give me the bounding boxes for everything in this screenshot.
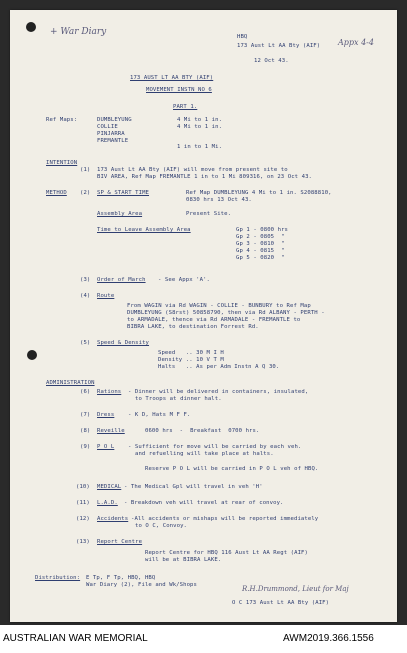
document-page	[10, 10, 397, 622]
dress-label: Dress	[97, 412, 115, 418]
order-of-march-label: Order of March	[97, 277, 146, 283]
punch-hole	[27, 350, 37, 360]
medical-text: - The Medical Gpl will travel in veh 'H'	[124, 484, 263, 490]
group-time: Gp 1 - 0800 hrs	[236, 227, 289, 233]
handwritten-note: + War Diary	[50, 27, 107, 37]
title-line1: 173 AUST LT AA BTY (AIF)	[130, 75, 214, 81]
dress-text: - K D, Hats M F F.	[128, 412, 191, 418]
group-time: Gp 2 - 0805 "	[236, 234, 285, 240]
route-text: BIBRA LAKE, to destination Forrest Rd.	[127, 324, 259, 330]
map-scale: 1 in to 1 Mi.	[177, 144, 223, 150]
speed-row: Halts .. As per Adm Instn A Q 30.	[158, 364, 280, 370]
accidents-label: Accidents	[97, 516, 129, 522]
unit-code: HBQ	[237, 34, 248, 40]
report-centre-text: will be at BIBRA LAKE.	[145, 557, 222, 563]
speed-row: Speed .. 30 M I H	[158, 350, 224, 356]
handwritten-ref: Appx 4-4	[338, 38, 374, 47]
report-centre-label: Report Centre	[97, 539, 143, 545]
item-number: (6)	[80, 389, 91, 395]
route-text: From WAGIN via Rd WAGIN - COLLIE - BUNBURY to Ref Map	[127, 303, 311, 309]
sp-start-text: 0830 hrs 13 Oct 43.	[186, 197, 252, 203]
item-number: (10)	[76, 484, 90, 490]
reveille-text: 0600 hrs - Breakfast 0700 hrs.	[145, 428, 260, 434]
item-number: (11)	[76, 500, 90, 506]
lad-text: - Breakdown veh will travel at rear of convoy.	[124, 500, 284, 506]
map-name: PINJARRA	[97, 131, 125, 137]
item-number: (1)	[80, 167, 91, 173]
item-number: (9)	[80, 444, 91, 450]
sp-start-text: Ref Map DUMBLEYUNG 4 Mi to 1 in. S2088810,	[186, 190, 332, 196]
ref-maps-label: Ref Maps:	[46, 117, 78, 123]
title-line2: MOVEMENT INSTN NO 6	[146, 87, 212, 93]
medical-label: MEDICAL	[97, 484, 122, 490]
method-heading: METHOD	[46, 190, 67, 196]
item-number: (3)	[80, 277, 91, 283]
item-number: (7)	[80, 412, 91, 418]
accidents-text: -All accidents or mishaps will be reported immediately	[131, 516, 319, 522]
route-label: Route	[97, 293, 115, 299]
rations-label: Rations	[97, 389, 122, 395]
map-scale: 4 Mi to 1 in.	[177, 117, 223, 123]
intention-text: BIV AREA, Ref Map FREMANTLE 1 in to 1 Mi 809316, on 23 Oct 43.	[97, 174, 312, 180]
route-text: DUMBLEYUNG (S8rst) 50858790, then via Rd ALBANY - PERTH -	[127, 310, 325, 316]
footer-source: AUSTRALIAN WAR MEMORIAL	[3, 633, 148, 644]
item-number: (8)	[80, 428, 91, 434]
distribution-label: Distribution:	[35, 575, 81, 581]
administration-heading: ADMINISTRATION	[46, 380, 95, 386]
order-of-march-text: - See Appx 'A'.	[158, 277, 211, 283]
pol-text: and refuelling will take place at halts.	[135, 451, 274, 457]
item-number: (12)	[76, 516, 90, 522]
intention-text: 173 Aust Lt AA Bty (AIF) will move from present site to	[97, 167, 288, 173]
speed-row: Density .. 10 V T M	[158, 357, 224, 363]
group-time: Gp 4 - 0815 "	[236, 248, 285, 254]
reveille-label: Reveille	[97, 428, 125, 434]
item-number: (4)	[80, 293, 91, 299]
group-time: Gp 3 - 0810 "	[236, 241, 285, 247]
lad-label: L.A.D.	[97, 500, 118, 506]
route-text: to ARMADALE, thence via Rd ARMADALE - FREMANTLE to	[127, 317, 301, 323]
signature-title: O C 173 Aust Lt AA Bty (AIF)	[232, 600, 330, 606]
punch-hole	[26, 22, 36, 32]
assembly-label: Assembly Area	[97, 211, 143, 217]
document-date: 12 Oct 43.	[254, 58, 289, 64]
footer-bar	[0, 625, 407, 653]
unit-name: 173 Aust Lt AA Bty (AIF)	[237, 43, 321, 49]
speed-label: Speed & Density	[97, 340, 150, 346]
signature: R.H.Drummond, Lieut for Maj	[242, 585, 349, 593]
pol-text: - Sufficient for move will be carried by each veh.	[128, 444, 302, 450]
distribution-text: E Tp, F Tp, HBQ, HBQ	[86, 575, 156, 581]
distribution-text: War Diary (2), File and Wk/Shops	[86, 582, 197, 588]
map-scale: 4 Mi to 1 in.	[177, 124, 223, 130]
pol-label: P O L	[97, 444, 115, 450]
part-heading: PART 1.	[173, 104, 198, 110]
map-name: FREMANTLE	[97, 138, 129, 144]
footer-accession: AWM2019.366.1556	[283, 633, 374, 644]
item-number: (13)	[76, 539, 90, 545]
assembly-value: Present Site.	[186, 211, 232, 217]
rations-text: to Troops at dinner halt.	[135, 396, 222, 402]
item-number: (2)	[80, 190, 91, 196]
group-time: Gp 5 - 0820 "	[236, 255, 285, 261]
rations-text: - Dinner will be delivered in containers, insulated,	[128, 389, 309, 395]
map-name: DUMBLEYUNG	[97, 117, 132, 123]
map-name: COLLIE	[97, 124, 118, 130]
reserve-pol-text: Reserve P O L will be carried in P O L veh of HBQ.	[145, 466, 319, 472]
accidents-text: to O C, Convoy.	[135, 523, 188, 529]
sp-start-label: SP & START TIME	[97, 190, 150, 196]
item-number: (5)	[80, 340, 91, 346]
report-centre-text: Report Centre for HBQ 116 Aust Lt AA Regt (AIF)	[145, 550, 308, 556]
time-label: Time to Leave Assembly Area	[97, 227, 191, 233]
intention-heading: INTENTION	[46, 160, 78, 166]
